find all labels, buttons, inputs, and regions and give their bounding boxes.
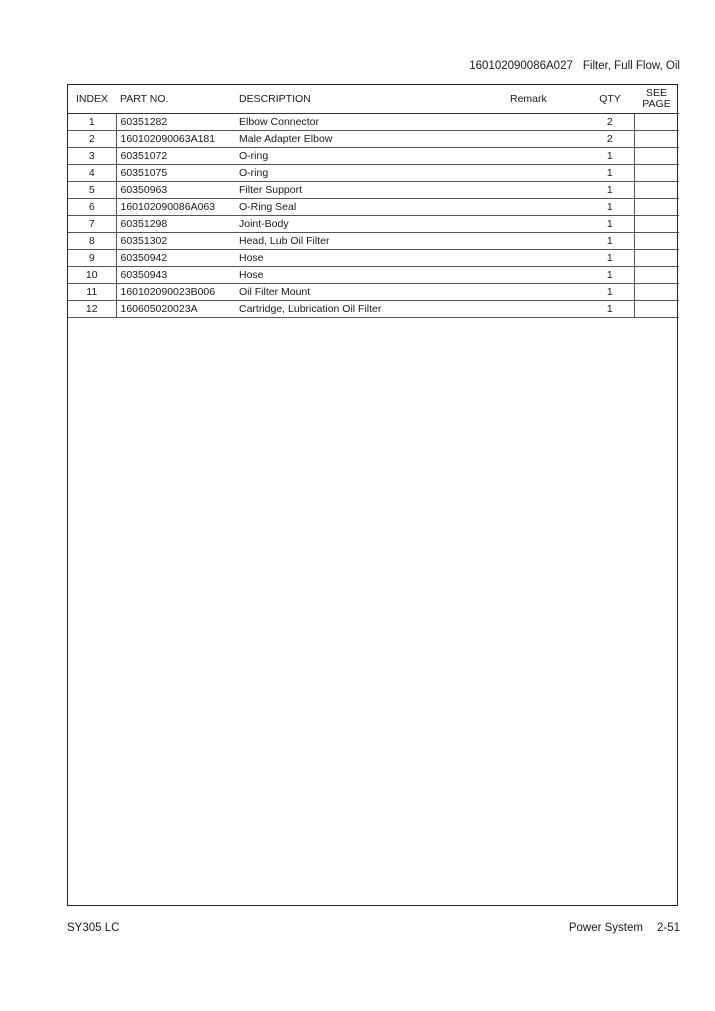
page-header [469, 60, 680, 72]
cell-see-page [634, 216, 679, 233]
column-header-index: INDEX [68, 85, 116, 114]
parts-table [68, 85, 679, 318]
cell-see-page [634, 301, 679, 318]
cell-index: 4 [68, 165, 116, 182]
cell-part-no: 160102090086A063 [116, 199, 235, 216]
cell-index: 2 [68, 131, 116, 148]
column-header-remark: Remark [410, 85, 586, 114]
cell-see-page [634, 267, 679, 284]
column-header-part-no: PART NO. [116, 85, 235, 114]
cell-remark [410, 165, 586, 182]
parts-list-frame [67, 84, 678, 906]
cell-part-no: 60351298 [116, 216, 235, 233]
cell-remark [410, 114, 586, 131]
cell-qty: 1 [586, 301, 634, 318]
cell-remark [410, 182, 586, 199]
cell-part-no: 60351072 [116, 148, 235, 165]
cell-remark [410, 199, 586, 216]
column-header-see-page [634, 85, 679, 114]
table-header-row [68, 85, 679, 114]
footer-page-number: 2-51 [656, 922, 680, 934]
cell-part-no: 160102090023B006 [116, 284, 235, 301]
see-page-line1: SEE [645, 87, 667, 99]
cell-part-no: 60350963 [116, 182, 235, 199]
cell-index: 1 [68, 114, 116, 131]
table-row [68, 250, 679, 267]
see-page-line2: PAGE [642, 98, 671, 110]
cell-qty: 1 [586, 165, 634, 182]
cell-see-page [634, 182, 679, 199]
cell-see-page [634, 199, 679, 216]
cell-description: Elbow Connector [235, 114, 410, 131]
cell-part-no: 60351282 [116, 114, 235, 131]
column-header-description: DESCRIPTION [235, 85, 410, 114]
cell-remark [410, 148, 586, 165]
cell-description: Filter Support [235, 182, 410, 199]
cell-description: Head, Lub Oil Filter [235, 233, 410, 250]
table-row [68, 114, 679, 131]
cell-description: Joint-Body [235, 216, 410, 233]
cell-index: 5 [68, 182, 116, 199]
cell-index: 11 [68, 284, 116, 301]
header-part-number: 160102090086A027 [469, 60, 573, 72]
cell-part-no: 60350943 [116, 267, 235, 284]
table-row [68, 182, 679, 199]
cell-qty: 1 [586, 182, 634, 199]
cell-see-page [634, 165, 679, 182]
table-row [68, 165, 679, 182]
cell-part-no: 60351075 [116, 165, 235, 182]
footer-section: Power System [568, 922, 643, 934]
cell-description: Oil Filter Mount [235, 284, 410, 301]
table-row [68, 267, 679, 284]
cell-index: 3 [68, 148, 116, 165]
cell-qty: 1 [586, 199, 634, 216]
cell-part-no: 160605020023A [116, 301, 235, 318]
cell-description: O-Ring Seal [235, 199, 410, 216]
table-row [68, 148, 679, 165]
cell-remark [410, 301, 586, 318]
table-row [68, 233, 679, 250]
cell-part-no: 60351302 [116, 233, 235, 250]
cell-qty: 2 [586, 131, 634, 148]
table-row [68, 216, 679, 233]
cell-see-page [634, 148, 679, 165]
cell-index: 8 [68, 233, 116, 250]
cell-description: Hose [235, 250, 410, 267]
cell-remark [410, 233, 586, 250]
cell-remark [410, 250, 586, 267]
cell-index: 9 [68, 250, 116, 267]
footer-model: SY305 LC [67, 922, 120, 934]
cell-see-page [634, 284, 679, 301]
cell-description: O-ring [235, 165, 410, 182]
cell-index: 6 [68, 199, 116, 216]
cell-see-page [634, 114, 679, 131]
cell-remark [410, 284, 586, 301]
cell-see-page [634, 250, 679, 267]
column-header-qty: QTY [586, 85, 634, 114]
table-row [68, 199, 679, 216]
cell-part-no: 60350942 [116, 250, 235, 267]
cell-remark [410, 131, 586, 148]
cell-remark [410, 216, 586, 233]
cell-qty: 1 [586, 216, 634, 233]
header-title: Filter, Full Flow, Oil [582, 60, 680, 72]
cell-index: 10 [68, 267, 116, 284]
table-row [68, 301, 679, 318]
cell-qty: 1 [586, 148, 634, 165]
cell-remark [410, 267, 586, 284]
cell-description: Hose [235, 267, 410, 284]
cell-description: Male Adapter Elbow [235, 131, 410, 148]
table-body [68, 114, 679, 318]
cell-qty: 1 [586, 267, 634, 284]
cell-qty: 1 [586, 284, 634, 301]
table-row [68, 284, 679, 301]
cell-description: O-ring [235, 148, 410, 165]
cell-see-page [634, 233, 679, 250]
cell-index: 12 [68, 301, 116, 318]
cell-index: 7 [68, 216, 116, 233]
cell-see-page [634, 131, 679, 148]
cell-part-no: 160102090063A181 [116, 131, 235, 148]
cell-qty: 1 [586, 233, 634, 250]
cell-qty: 2 [586, 114, 634, 131]
table-row [68, 131, 679, 148]
cell-description: Cartridge, Lubrication Oil Filter [235, 301, 410, 318]
cell-qty: 1 [586, 250, 634, 267]
